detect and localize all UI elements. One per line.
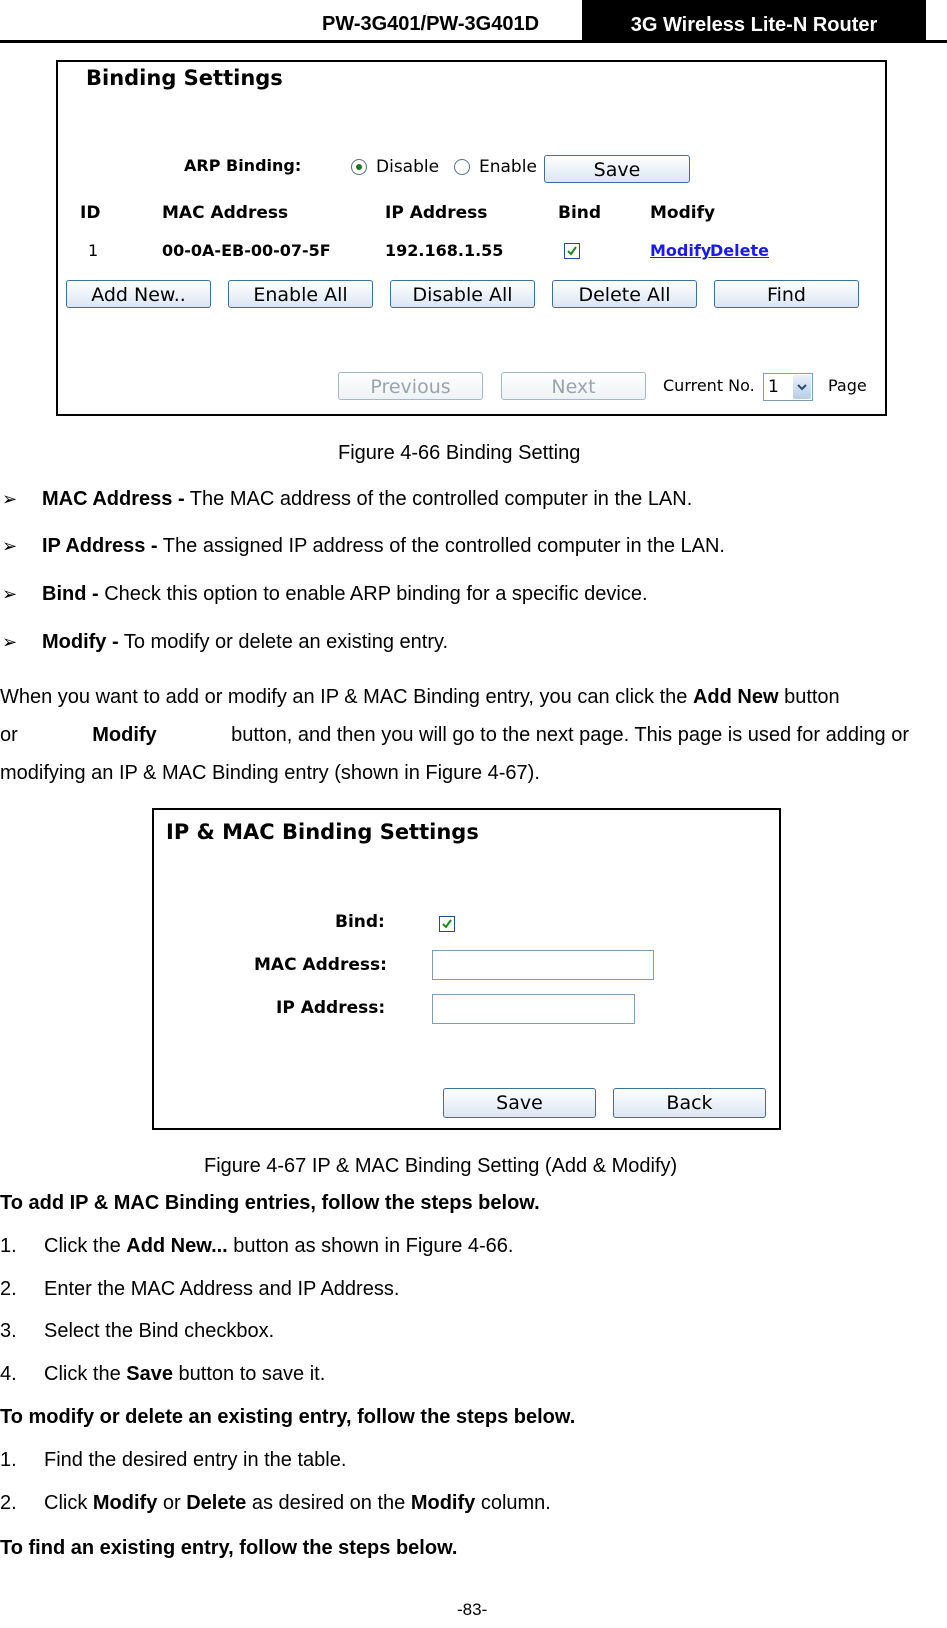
row-modify-link[interactable]: Modify	[650, 241, 712, 260]
para-line-2: or Modify button, and then you will go to the next page. This page is used for adding or	[0, 724, 909, 746]
find-steps-heading: To find an existing entry, follow the steps below.	[0, 1537, 458, 1559]
ip-mac-binding-title: IP & MAC Binding Settings	[166, 820, 479, 844]
col-bind: Bind	[558, 203, 602, 223]
bullet-mac: MAC Address - The MAC address of the controlled computer in the LAN.	[42, 488, 693, 510]
arp-enable-label: Enable	[479, 157, 537, 177]
col-mac: MAC Address	[162, 203, 289, 223]
bullet-arrow-icon: ➢	[2, 632, 18, 652]
para-line-3: modifying an IP & MAC Binding entry (shown in Figure 4-67).	[0, 762, 540, 784]
save-button[interactable]: Save	[443, 1088, 596, 1118]
step-number: 2.	[0, 1278, 17, 1300]
bind-checkbox[interactable]	[439, 916, 455, 932]
row-mac: 00-0A-EB-00-07-5F	[162, 241, 331, 260]
current-no-label: Current No.	[663, 376, 755, 395]
arp-binding-label: ARP Binding:	[184, 156, 302, 175]
step-number: 1.	[0, 1449, 17, 1471]
step-number: 4.	[0, 1363, 17, 1385]
header-product-tab: 3G Wireless Lite-N Router	[582, 0, 926, 40]
bullet-bind: Bind - Check this option to enable ARP binding for a specific device.	[42, 583, 648, 605]
enable-all-button[interactable]: Enable All	[228, 280, 373, 308]
disable-all-button[interactable]: Disable All	[390, 280, 535, 308]
add-steps-heading: To add IP & MAC Binding entries, follow the steps below.	[0, 1192, 540, 1214]
bullet-arrow-icon: ➢	[2, 489, 18, 509]
col-ip: IP Address	[385, 203, 488, 223]
arp-disable-radio[interactable]	[351, 159, 367, 175]
col-id: ID	[80, 203, 101, 223]
row-delete-link[interactable]: Delete	[710, 241, 769, 260]
mac-address-label: MAC Address:	[254, 955, 387, 975]
previous-button[interactable]: Previous	[338, 372, 483, 400]
add-step-1: Click the Add New... button as shown in Figure 4-66.	[44, 1235, 514, 1257]
ip-address-label: IP Address:	[276, 998, 386, 1018]
bullet-ip: IP Address - The assigned IP address of the controlled computer in the LAN.	[42, 535, 725, 557]
modify-step-2: Click Modify or Delete as desired on the Modify column.	[44, 1492, 551, 1514]
arp-save-button[interactable]: Save	[544, 155, 690, 183]
mac-address-input[interactable]	[432, 950, 654, 980]
add-step-3: Select the Bind checkbox.	[44, 1320, 275, 1342]
row-ip: 192.168.1.55	[385, 241, 504, 260]
binding-settings-title: Binding Settings	[86, 66, 283, 90]
page-label: Page	[828, 376, 867, 395]
bullet-modify: Modify - To modify or delete an existing entry.	[42, 631, 449, 653]
modify-step-1: Find the desired entry in the table.	[44, 1449, 347, 1471]
add-step-2: Enter the MAC Address and IP Address.	[44, 1278, 400, 1300]
col-modify: Modify	[650, 203, 716, 223]
caption-fig-66: Figure 4-66 Binding Setting	[338, 442, 581, 464]
figure-binding-settings	[56, 60, 887, 416]
modify-steps-heading: To modify or delete an existing entry, follow the steps below.	[0, 1406, 576, 1428]
delete-all-button[interactable]: Delete All	[552, 280, 697, 308]
row-id: 1	[88, 241, 99, 260]
ip-address-input[interactable]	[432, 994, 635, 1024]
find-button[interactable]: Find	[714, 280, 859, 308]
caption-fig-67: Figure 4-67 IP & MAC Binding Setting (Add & Modify)	[204, 1155, 678, 1177]
page-select-value: 1	[768, 377, 779, 397]
arp-disable-label: Disable	[376, 157, 440, 177]
header-model: PW-3G401/PW-3G401D	[322, 13, 540, 35]
step-number: 2.	[0, 1492, 17, 1514]
arp-enable-radio[interactable]	[454, 159, 470, 175]
page-number: -83-	[457, 1600, 488, 1619]
bullet-arrow-icon: ➢	[2, 536, 18, 556]
figure-ip-mac-binding-settings	[152, 808, 781, 1130]
next-button[interactable]: Next	[501, 372, 646, 400]
para-line-1: When you want to add or modify an IP & MAC Binding entry, you can click the Add New button	[0, 686, 840, 708]
chevron-down-icon	[793, 375, 811, 399]
bind-label: Bind:	[335, 912, 385, 932]
back-button[interactable]: Back	[613, 1088, 766, 1118]
step-number: 3.	[0, 1320, 17, 1342]
page-select[interactable]	[763, 373, 813, 401]
add-step-4: Click the Save button to save it.	[44, 1363, 326, 1385]
page-header	[0, 0, 947, 42]
step-number: 1.	[0, 1235, 17, 1257]
row-bind-checkbox[interactable]	[564, 243, 580, 259]
bullet-arrow-icon: ➢	[2, 584, 18, 604]
header-rule	[0, 40, 947, 43]
add-new-button[interactable]: Add New..	[66, 280, 211, 308]
